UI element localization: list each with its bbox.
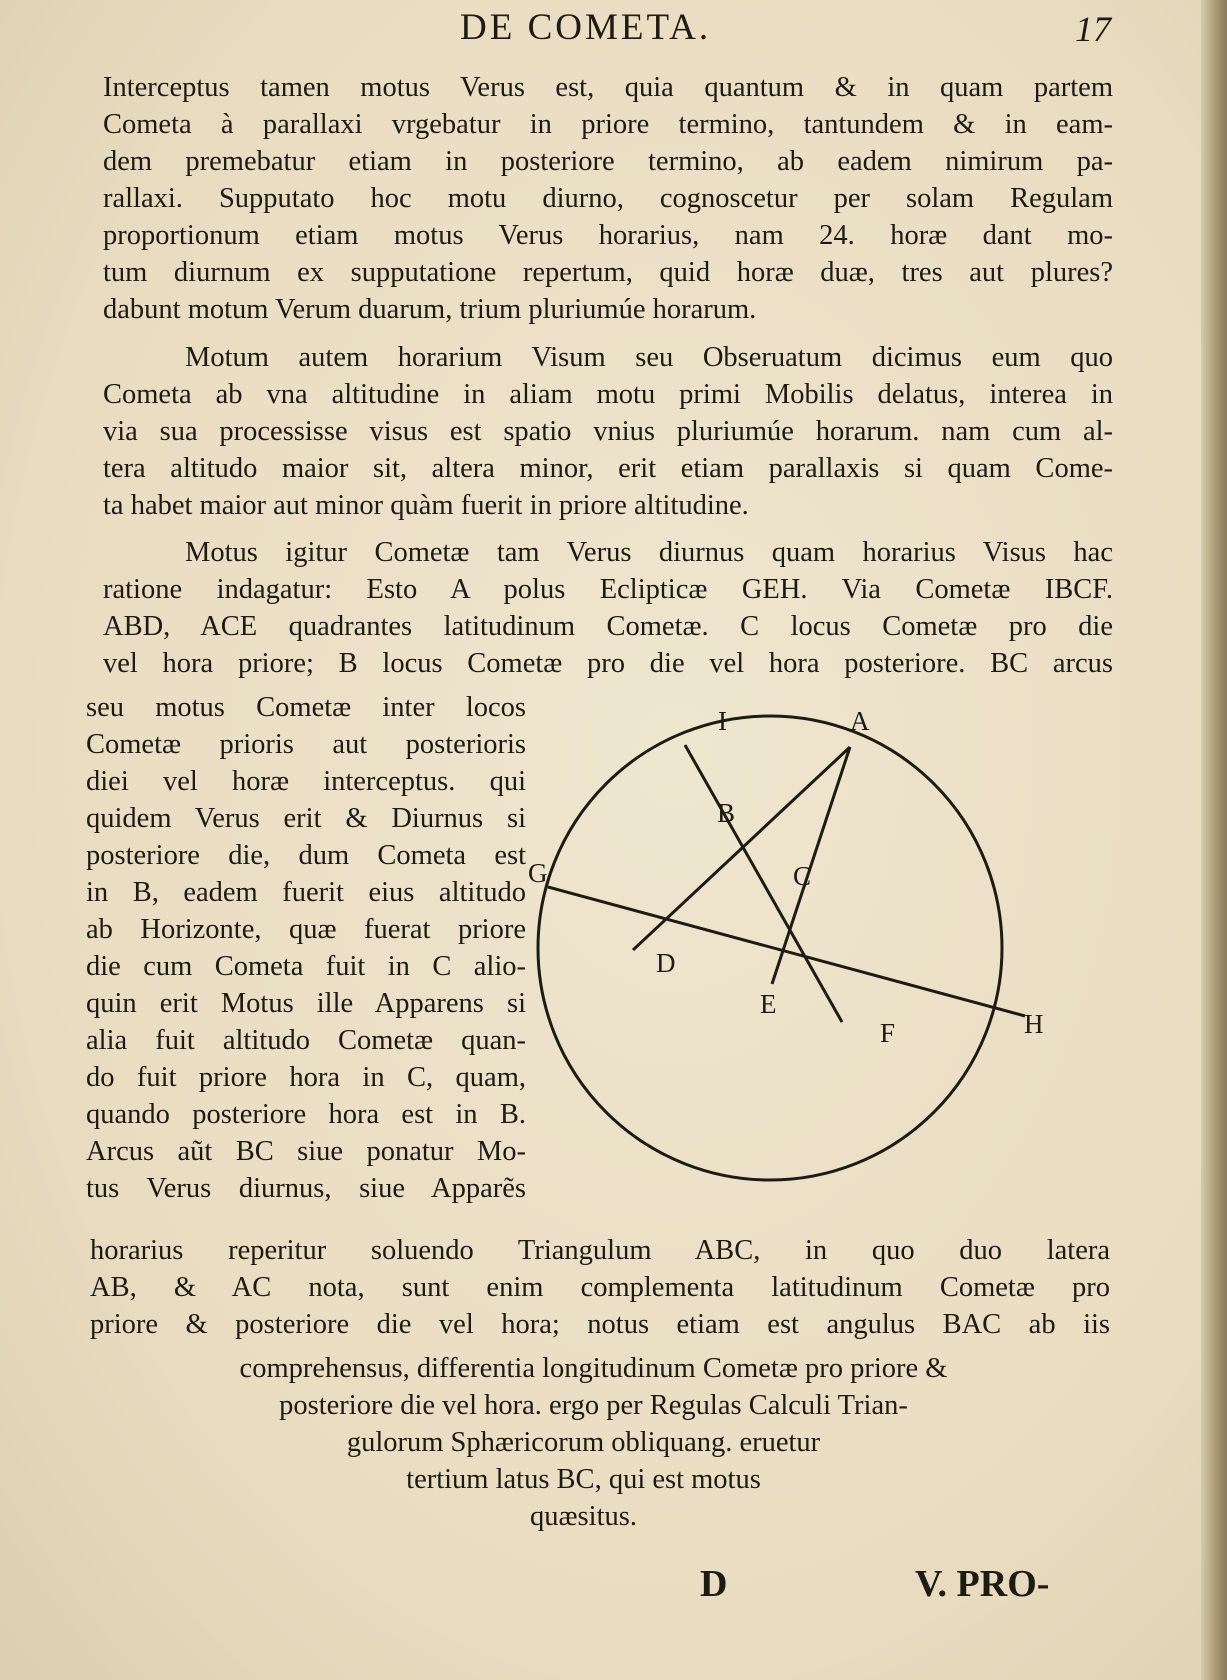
text-line: quæsitus. (530, 1501, 637, 1532)
signature-mark: D (700, 1563, 728, 1605)
text-line: ABD, ACE quadrantes latitudinum Cometæ. C locus Cometæ pro die (103, 611, 1113, 642)
text-line: AB, & AC nota, sunt enim complementa latitudinum Cometæ pro (90, 1272, 1110, 1303)
text-line: via sua processisse visus est spatio vnius pluriumúe horarum. nam cum al- (103, 416, 1113, 447)
text-line: tus Verus diurnus, siue Apparẽs (86, 1173, 526, 1204)
text-line: dem premebatur etiam in posteriore termino, ab eadem nimirum pa- (103, 146, 1113, 177)
label-c: C (793, 861, 812, 891)
text-line: dabunt motum Verum duarum, trium pluriumúe horarum. (103, 294, 757, 325)
label-g: G (528, 858, 548, 888)
text-line: Interceptus tamen motus Verus est, quia quantum & in quam partem (103, 72, 1113, 103)
page-number: 17 (1075, 9, 1111, 49)
text-line: horarius reperitur soluendo Triangulum ABC, in quo duo latera (90, 1235, 1110, 1266)
text-line: diei vel horæ interceptus. qui (86, 766, 526, 797)
page-header (0, 4, 1227, 48)
running-title: DE COMETA. (460, 7, 712, 48)
text-line: priore & posteriore die vel hora; notus etiam est angulus BAC ab iis (90, 1309, 1110, 1340)
text-line: posteriore die, dum Cometa est (86, 840, 526, 871)
text-line: alia fuit altitudo Cometæ quan- (86, 1025, 526, 1056)
text-line: Motum autem horarium Visum seu Obseruatum dicimus eum quo (185, 342, 1113, 373)
text-line: seu motus Cometæ inter locos (86, 692, 526, 723)
text-line: quando posteriore hora est in B. (86, 1099, 526, 1130)
text-line: vel hora priore; B locus Cometæ pro die vel hora posteriore. BC arcus (103, 648, 1113, 679)
page-fold-shadow (1201, 0, 1227, 1680)
text-line: Cometæ prioris aut posterioris (86, 729, 526, 760)
text-line: posteriore die vel hora. ergo per Regulas Calculi Trian- (279, 1390, 908, 1421)
text-line: ratione indagatur: Esto A polus Eclipticæ GEH. Via Cometæ IBCF. (103, 574, 1113, 605)
text-line: Cometa ab vna altitudine in aliam motu primi Mobilis delatus, interea in (103, 379, 1113, 410)
text-line: do fuit priore hora in C, quam, (86, 1062, 526, 1093)
text-line: quin erit Motus ille Apparens si (86, 988, 526, 1019)
label-i: I (718, 706, 727, 736)
text-line: Cometa à parallaxi vrgebatur in priore termino, tantundem & in eam- (103, 109, 1113, 140)
text-line: Arcus aũt BC siue ponatur Mo- (86, 1136, 526, 1167)
text-line: tum diurnum ex supputatione repertum, quid horæ duæ, tres aut plures? (103, 257, 1113, 288)
label-a: A (850, 706, 870, 736)
text-line: comprehensus, differentia longitudinum Cometæ pro priore & (239, 1353, 948, 1384)
text-line: ab Horizonte, quæ fuerat priore (86, 914, 526, 945)
text-line: die cum Cometa fuit in C alio- (86, 951, 526, 982)
label-e: E (760, 989, 777, 1019)
spherical-triangle-diagram (528, 706, 1044, 1210)
text-line: proportionum etiam motus Verus horarius, nam 24. horæ dant mo- (103, 220, 1113, 251)
comet-path-line (685, 745, 842, 1022)
text-line: ta habet maior aut minor quàm fuerit in priore altitudine. (103, 490, 749, 521)
text-line: in B, eadem fuerit eius altitudo (86, 877, 526, 908)
label-h: H (1024, 1009, 1044, 1039)
label-d: D (656, 948, 676, 978)
ecliptic-line (548, 887, 1025, 1016)
catchword: V. PRO- (915, 1563, 1050, 1605)
text-line: tertium latus BC, qui est motus (406, 1464, 761, 1495)
text-line: gulorum Sphæricorum obliquang. eruetur (346, 1427, 821, 1458)
text-line: quidem Verus erit & Diurnus si (86, 803, 526, 834)
text-line: Motus igitur Cometæ tam Verus diurnus quam horarius Visus hac (185, 537, 1113, 568)
label-b: B (717, 798, 736, 828)
text-line: rallaxi. Supputato hoc motu diurno, cognoscetur per solam Regulam (103, 183, 1113, 214)
label-f: F (880, 1018, 896, 1048)
text-line: tera altitudo maior sit, altera minor, erit etiam parallaxis si quam Come- (103, 453, 1113, 484)
